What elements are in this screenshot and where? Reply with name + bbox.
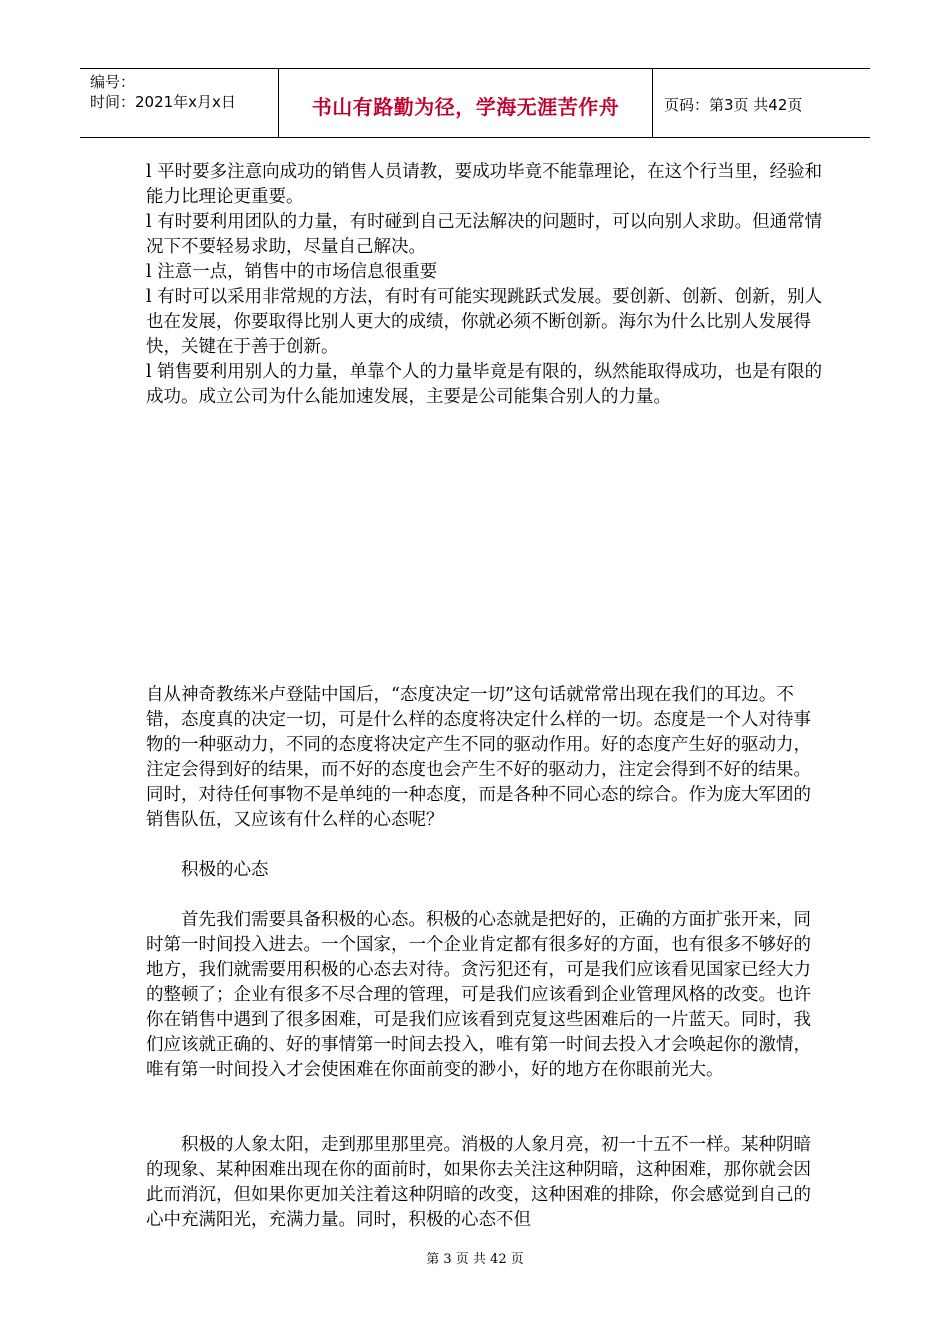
bullet-item: l 注意一点，销售中的市场信息很重要 xyxy=(146,262,438,282)
page-header xyxy=(80,68,870,138)
header-divider xyxy=(652,69,653,137)
header-time: 时间：2021年x月x日 xyxy=(90,93,236,111)
body-paragraph: 首先我们需要具备积极的心态。积极的心态就是把好的，正确的方面扩张开来，同时第一时间投入进去。一个国家，一个企业肯定都有很多好的方面，也有很多不够好的地方，我们就需要用积极的心态去对待。贪污犯还有，可是我们应该看见国家已经大力的整顿了；企业有很多不尽合理的管理，可是我们应该看到企业管理风格的改变。也许你在销售中遇到了很多困难，可是我们应该看到克复这些困难后的一片蓝天。同时，我们应该就正确的、好的事情第一时间去投入，唯有第一时间去投入才会唤起你的激情，唯有第一时间投入才会使困难在你面前变的渺小，好的地方在你眼前光大。 xyxy=(146,910,811,1080)
bullet-item: l 有时要利用团队的力量，有时碰到自己无法解决的问题时，可以向别人求助。但通常情况下不要轻易求助，尽量自己解决。 xyxy=(146,212,823,257)
header-motto: 书山有路勤为径，学海无涯苦作舟 xyxy=(311,95,620,119)
header-page-number: 页码：第3页 共42页 xyxy=(664,96,803,114)
header-meta xyxy=(90,72,236,112)
intro-paragraph: 自从神奇教练米卢登陆中国后，“态度决定一切”这句话就常常出现在我们的耳边。不错，态度真的决定一切，可是什么样的态度将决定什么样的一切。态度是一个人对待事物的一种驱动力，不同的态度将决定产生不同的驱动作用。好的态度产生好的驱动力，注定会得到好的结果，而不好的态度也会产生不好的驱动力，注定会得到不好的结果。同时，对待任何事物不是单纯的一种态度，而是各种不同心态的综合。作为庞大军团的销售队伍，又应该有什么样的心态呢？ xyxy=(146,685,811,830)
header-number: 编号： xyxy=(90,73,136,91)
bullet-item: l 有时可以采用非常规的方法，有时有可能实现跳跃式发展。要创新、创新、创新，别人也在发展，你要取得比别人更大的成绩，你就必须不断创新。海尔为什么比别人发展得快，关键在于善于创新。 xyxy=(146,287,823,357)
page-footer: 第 3 页 共 42 页 xyxy=(426,1252,524,1267)
bullet-item: l 平时要多注意向成功的销售人员请教，要成功毕竟不能靠理论，在这个行当里，经验和能力比理论更重要。 xyxy=(146,162,823,207)
section-subheading: 积极的心态 xyxy=(181,860,269,880)
bullet-item: l 销售要利用别人的力量，单靠个人的力量毕竟是有限的，纵然能取得成功，也是有限的成功。成立公司为什么能加速发展，主要是公司能集合别人的力量。 xyxy=(146,362,823,407)
body-paragraph: 积极的人象太阳，走到那里那里亮。消极的人象月亮，初一十五不一样。某种阴暗的现象、某种困难出现在你的面前时，如果你去关注这种阴暗，这种困难，那你就会因此而消沉，但如果你更加关注着这种阴暗的改变，这种困难的排除，你会感觉到自己的心中充满阳光，充满力量。同时，积极的心态不但 xyxy=(146,1135,811,1230)
